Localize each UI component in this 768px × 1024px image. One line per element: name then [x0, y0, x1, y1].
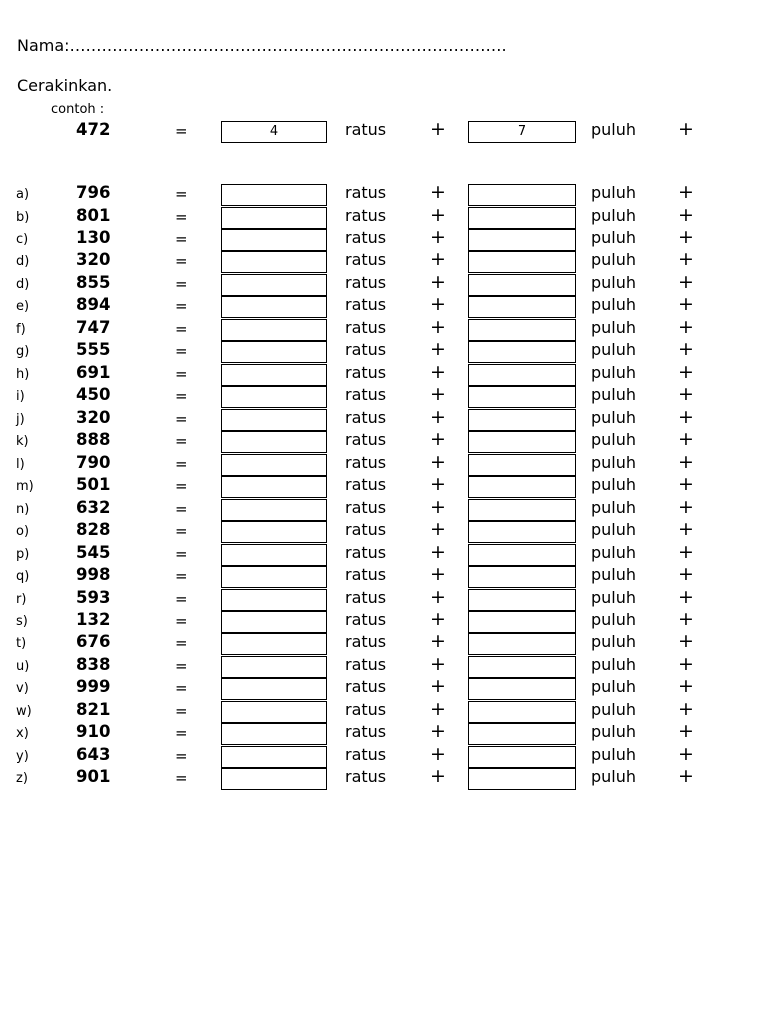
trailing-plus-sign: + [678, 518, 694, 540]
hundreds-unit-label: ratus [345, 744, 387, 764]
trailing-plus-sign: + [678, 405, 694, 428]
question-row [0, 585, 768, 611]
question-row [0, 742, 768, 768]
question-label: i) [16, 389, 25, 405]
tens-unit-label: puluh [591, 227, 637, 247]
hundreds-unit-label: ratus [345, 272, 387, 292]
question-number: 130 [76, 227, 111, 247]
question-number: 320 [76, 250, 111, 270]
question-row [0, 203, 768, 229]
equals-sign: = [175, 634, 188, 653]
tens-unit-label: puluh [591, 722, 637, 742]
trailing-plus-sign: + [678, 360, 694, 383]
example-row [0, 118, 768, 143]
trailing-plus-sign: + [678, 563, 694, 585]
question-number: 998 [76, 565, 111, 584]
question-row [0, 473, 768, 498]
question-number: 643 [76, 744, 111, 764]
question-number: 632 [76, 497, 111, 517]
tens-unit-label: puluh [591, 542, 637, 562]
equals-sign: = [175, 229, 188, 248]
question-label: w) [16, 703, 32, 719]
tens-unit-label: puluh [591, 767, 637, 787]
hundreds-answer-box[interactable] [221, 386, 327, 408]
hundreds-unit-label: ratus [345, 205, 387, 225]
hundreds-answer-box[interactable] [221, 296, 327, 318]
example-tens-box: 7 [468, 121, 576, 143]
hundreds-answer-box[interactable] [221, 566, 327, 588]
plus-sign: + [430, 428, 446, 451]
question-label: b) [16, 209, 30, 225]
trailing-plus-sign: + [678, 495, 694, 518]
plus-sign: + [430, 742, 446, 765]
question-row [0, 720, 768, 745]
plus-sign: + [430, 293, 446, 316]
tens-unit-label: puluh [591, 183, 637, 202]
question-number: 790 [76, 452, 111, 472]
plus-sign: + [430, 405, 446, 428]
hundreds-answer-box[interactable] [221, 746, 327, 768]
tens-answer-box[interactable] [468, 611, 576, 633]
trailing-plus-sign: + [678, 181, 694, 203]
equals-sign: = [175, 387, 188, 406]
hundreds-answer-box[interactable] [221, 678, 327, 700]
question-label: d) [16, 254, 30, 270]
tens-unit-label: puluh [591, 250, 637, 270]
trailing-plus-sign: + [678, 118, 694, 140]
equals-sign: = [175, 589, 188, 608]
question-row [0, 428, 768, 453]
hundreds-answer-box[interactable] [221, 589, 327, 611]
tens-unit-label: puluh [591, 407, 637, 427]
tens-unit-label: puluh [591, 317, 637, 337]
tens-answer-box[interactable] [468, 521, 576, 543]
plus-sign: + [430, 495, 446, 518]
tens-unit-label: puluh [591, 699, 637, 719]
hundreds-answer-box[interactable] [221, 521, 327, 543]
question-row [0, 540, 768, 566]
plus-sign: + [430, 383, 446, 406]
tens-unit-label: puluh [591, 497, 637, 517]
plus-sign: + [430, 360, 446, 383]
tens-answer-box[interactable] [468, 768, 576, 790]
question-number: 132 [76, 609, 111, 629]
hundreds-unit-label: ratus [345, 654, 387, 674]
question-row [0, 563, 768, 588]
tens-answer-box[interactable] [468, 678, 576, 700]
hundreds-answer-box[interactable] [221, 184, 327, 206]
equals-sign: = [175, 522, 188, 540]
question-number: 801 [76, 205, 111, 225]
equals-sign: = [175, 567, 188, 585]
hundreds-answer-box[interactable] [221, 229, 327, 251]
tens-unit-label: puluh [591, 609, 637, 629]
plus-sign: + [430, 652, 446, 675]
hundreds-unit-label: ratus [345, 340, 387, 360]
trailing-plus-sign: + [678, 293, 694, 316]
equals-sign: = [175, 432, 188, 451]
instruction-heading: Cerakinkan. [17, 76, 113, 95]
question-label: a) [16, 187, 30, 202]
equals-sign: = [175, 252, 188, 271]
trailing-plus-sign: + [678, 225, 694, 248]
question-label: q) [16, 569, 30, 584]
equals-sign: = [175, 724, 188, 743]
trailing-plus-sign: + [678, 697, 694, 720]
trailing-plus-sign: + [678, 248, 694, 271]
tens-answer-box[interactable] [468, 723, 576, 745]
hundreds-unit-label: ratus [345, 609, 387, 629]
tens-answer-box[interactable] [468, 566, 576, 588]
question-row [0, 405, 768, 431]
tens-unit-label: puluh [591, 295, 637, 315]
question-label: p) [16, 546, 30, 562]
example-number: 472 [76, 120, 111, 139]
hundreds-unit-label: ratus [345, 565, 387, 584]
question-number: 593 [76, 587, 111, 607]
question-number: 894 [76, 295, 111, 315]
equals-sign: = [175, 544, 188, 563]
question-number: 555 [76, 340, 111, 360]
hundreds-unit-label: ratus [345, 317, 387, 337]
hundreds-unit-label: ratus [345, 767, 387, 787]
question-label: o) [16, 524, 30, 539]
tens-unit-label: puluh [591, 587, 637, 607]
tens-answer-box[interactable] [468, 454, 576, 476]
plus-sign: + [430, 248, 446, 271]
plus-sign: + [430, 675, 446, 698]
example-caption: contoh : [51, 102, 105, 117]
hundreds-unit-label: ratus [345, 120, 387, 139]
equals-sign: = [175, 701, 188, 720]
tens-unit-label: puluh [591, 452, 637, 472]
trailing-plus-sign: + [678, 270, 694, 293]
plus-sign: + [430, 203, 446, 226]
plus-sign: + [430, 697, 446, 720]
question-row [0, 315, 768, 341]
tens-answer-box[interactable] [468, 184, 576, 206]
equals-sign: = [175, 364, 188, 383]
equals-sign: = [175, 185, 188, 203]
question-label: u) [16, 658, 30, 674]
question-label: m) [16, 479, 34, 495]
tens-unit-label: puluh [591, 677, 637, 697]
hundreds-unit-label: ratus [345, 362, 387, 382]
hundreds-answer-box[interactable] [221, 633, 327, 655]
hundreds-unit-label: ratus [345, 250, 387, 270]
question-label: f) [16, 321, 26, 337]
tens-unit-label: puluh [591, 475, 637, 495]
tens-unit-label: puluh [591, 385, 637, 405]
question-row [0, 518, 768, 543]
question-label: j) [16, 411, 25, 427]
hundreds-unit-label: ratus [345, 430, 387, 450]
trailing-plus-sign: + [678, 473, 694, 496]
tens-answer-box[interactable] [468, 341, 576, 363]
tens-unit-label: puluh [591, 340, 637, 360]
question-row [0, 338, 768, 363]
tens-answer-box[interactable] [468, 589, 576, 611]
question-number: 901 [76, 767, 111, 787]
tens-unit-label: puluh [591, 632, 637, 652]
question-row [0, 652, 768, 678]
tens-answer-box[interactable] [468, 274, 576, 296]
question-row [0, 293, 768, 318]
question-number: 999 [76, 677, 111, 697]
question-number: 320 [76, 407, 111, 427]
plus-sign: + [430, 540, 446, 563]
trailing-plus-sign: + [678, 675, 694, 698]
question-row [0, 450, 768, 476]
hundreds-unit-label: ratus [345, 407, 387, 427]
name-line: Nama:………………………………………………………………………. [17, 36, 507, 55]
tens-unit-label: puluh [591, 430, 637, 450]
question-row [0, 697, 768, 723]
equals-sign: = [175, 122, 188, 140]
tens-answer-box[interactable] [468, 319, 576, 341]
tens-answer-box[interactable] [468, 656, 576, 678]
tens-answer-box[interactable] [468, 251, 576, 273]
question-row [0, 248, 768, 273]
plus-sign: + [430, 765, 446, 788]
tens-unit-label: puluh [591, 565, 637, 584]
plus-sign: + [430, 630, 446, 653]
tens-answer-box[interactable] [468, 431, 576, 453]
equals-sign: = [175, 611, 188, 630]
plus-sign: + [430, 338, 446, 361]
question-label: c) [16, 231, 29, 247]
hundreds-answer-box[interactable] [221, 476, 327, 498]
hundreds-answer-box[interactable] [221, 207, 327, 229]
question-label: s) [16, 613, 28, 629]
question-number: 821 [76, 699, 111, 719]
plus-sign: + [430, 518, 446, 540]
question-number: 691 [76, 362, 111, 382]
question-label: y) [16, 748, 29, 764]
question-row [0, 630, 768, 655]
hundreds-unit-label: ratus [345, 475, 387, 495]
hundreds-unit-label: ratus [345, 385, 387, 405]
question-label: x) [16, 726, 29, 742]
hundreds-answer-box[interactable] [221, 409, 327, 431]
hundreds-answer-box[interactable] [221, 611, 327, 633]
trailing-plus-sign: + [678, 450, 694, 473]
trailing-plus-sign: + [678, 383, 694, 406]
equals-sign: = [175, 319, 188, 338]
plus-sign: + [430, 450, 446, 473]
question-label: z) [16, 771, 28, 787]
equals-sign: = [175, 454, 188, 473]
question-label: n) [16, 501, 30, 517]
trailing-plus-sign: + [678, 203, 694, 226]
question-row [0, 270, 768, 296]
question-row [0, 607, 768, 633]
question-number: 910 [76, 722, 111, 742]
equals-sign: = [175, 297, 188, 316]
tens-answer-box[interactable] [468, 386, 576, 408]
question-label: v) [16, 681, 29, 697]
hundreds-unit-label: ratus [345, 587, 387, 607]
hundreds-unit-label: ratus [345, 520, 387, 539]
question-label: d) [16, 276, 30, 292]
equals-sign: = [175, 679, 188, 698]
example-hundreds-box: 4 [221, 121, 327, 143]
plus-sign: + [430, 473, 446, 496]
tens-answer-box[interactable] [468, 409, 576, 431]
hundreds-unit-label: ratus [345, 542, 387, 562]
trailing-plus-sign: + [678, 540, 694, 563]
hundreds-answer-box[interactable] [221, 341, 327, 363]
plus-sign: + [430, 181, 446, 203]
trailing-plus-sign: + [678, 315, 694, 338]
tens-unit-label: puluh [591, 272, 637, 292]
tens-answer-box[interactable] [468, 476, 576, 498]
tens-unit-label: puluh [591, 205, 637, 225]
hundreds-unit-label: ratus [345, 632, 387, 652]
plus-sign: + [430, 270, 446, 293]
question-number: 828 [76, 520, 111, 539]
tens-answer-box[interactable] [468, 746, 576, 768]
tens-answer-box[interactable] [468, 701, 576, 723]
trailing-plus-sign: + [678, 720, 694, 743]
plus-sign: + [430, 118, 446, 140]
hundreds-unit-label: ratus [345, 295, 387, 315]
tens-answer-box[interactable] [468, 499, 576, 521]
hundreds-answer-box[interactable] [221, 499, 327, 521]
hundreds-answer-box[interactable] [221, 454, 327, 476]
question-row [0, 225, 768, 251]
question-row [0, 360, 768, 386]
tens-answer-box[interactable] [468, 633, 576, 655]
trailing-plus-sign: + [678, 765, 694, 788]
equals-sign: = [175, 746, 188, 765]
tens-answer-box[interactable] [468, 229, 576, 251]
plus-sign: + [430, 585, 446, 608]
hundreds-unit-label: ratus [345, 183, 387, 202]
plus-sign: + [430, 225, 446, 248]
question-label: g) [16, 344, 30, 360]
question-row [0, 675, 768, 700]
question-number: 855 [76, 272, 111, 292]
hundreds-unit-label: ratus [345, 452, 387, 472]
hundreds-answer-box[interactable] [221, 364, 327, 386]
question-row [0, 495, 768, 521]
question-number: 747 [76, 317, 111, 337]
trailing-plus-sign: + [678, 428, 694, 451]
question-row [0, 383, 768, 408]
question-number: 676 [76, 632, 111, 652]
equals-sign: = [175, 656, 188, 675]
question-number: 838 [76, 654, 111, 674]
hundreds-answer-box[interactable] [221, 274, 327, 296]
question-label: t) [16, 636, 27, 652]
tens-unit-label: puluh [591, 120, 637, 139]
hundreds-unit-label: ratus [345, 227, 387, 247]
equals-sign: = [175, 207, 188, 226]
equals-sign: = [175, 769, 188, 788]
question-number: 450 [76, 385, 111, 405]
hundreds-answer-box[interactable] [221, 701, 327, 723]
question-label: e) [16, 299, 30, 315]
question-number: 888 [76, 430, 111, 450]
question-number: 545 [76, 542, 111, 562]
plus-sign: + [430, 563, 446, 585]
plus-sign: + [430, 720, 446, 743]
trailing-plus-sign: + [678, 742, 694, 765]
question-label: h) [16, 366, 30, 382]
tens-answer-box[interactable] [468, 296, 576, 318]
plus-sign: + [430, 607, 446, 630]
equals-sign: = [175, 342, 188, 361]
trailing-plus-sign: + [678, 630, 694, 653]
equals-sign: = [175, 477, 188, 496]
trailing-plus-sign: + [678, 585, 694, 608]
tens-unit-label: puluh [591, 744, 637, 764]
equals-sign: = [175, 499, 188, 518]
hundreds-unit-label: ratus [345, 699, 387, 719]
tens-answer-box[interactable] [468, 207, 576, 229]
question-label: l) [16, 456, 25, 472]
trailing-plus-sign: + [678, 652, 694, 675]
hundreds-answer-box[interactable] [221, 768, 327, 790]
hundreds-unit-label: ratus [345, 677, 387, 697]
tens-answer-box[interactable] [468, 364, 576, 386]
hundreds-answer-box[interactable] [221, 431, 327, 453]
equals-sign: = [175, 274, 188, 293]
question-label: r) [16, 591, 27, 607]
trailing-plus-sign: + [678, 338, 694, 361]
equals-sign: = [175, 409, 188, 428]
trailing-plus-sign: + [678, 607, 694, 630]
hundreds-unit-label: ratus [345, 497, 387, 517]
tens-unit-label: puluh [591, 654, 637, 674]
tens-answer-box[interactable] [468, 544, 576, 566]
hundreds-unit-label: ratus [345, 722, 387, 742]
plus-sign: + [430, 315, 446, 338]
tens-unit-label: puluh [591, 520, 637, 539]
hundreds-answer-box[interactable] [221, 723, 327, 745]
hundreds-answer-box[interactable] [221, 544, 327, 566]
hundreds-answer-box[interactable] [221, 319, 327, 341]
tens-unit-label: puluh [591, 362, 637, 382]
hundreds-answer-box[interactable] [221, 251, 327, 273]
question-row [0, 181, 768, 206]
question-number: 501 [76, 475, 111, 495]
question-label: k) [16, 434, 29, 450]
question-number: 796 [76, 183, 111, 202]
hundreds-answer-box[interactable] [221, 656, 327, 678]
question-row [0, 765, 768, 790]
